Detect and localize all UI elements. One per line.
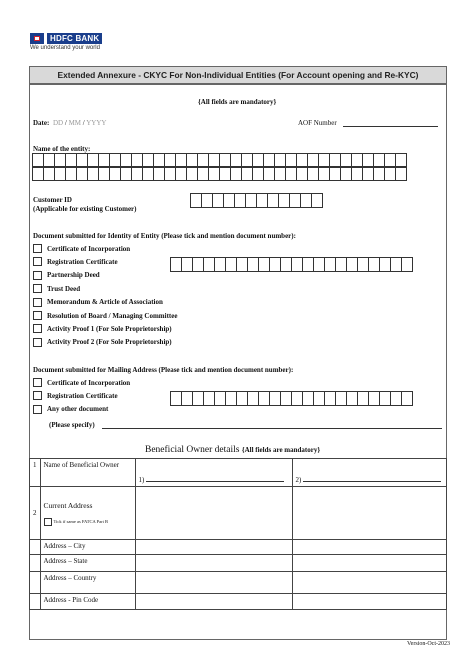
please-specify-label: (Please specify) <box>49 421 95 429</box>
beneficial-owner-table <box>29 458 447 610</box>
mandatory-note: {All fields are mandatory} <box>198 98 277 106</box>
checkbox[interactable] <box>33 338 42 347</box>
identity-option-label: Registration Certificate <box>47 257 118 266</box>
owner-2-marker: 2) <box>295 476 302 484</box>
please-specify-input[interactable] <box>102 427 442 429</box>
identity-option-label: Partnership Deed <box>47 271 100 280</box>
row-number <box>30 540 41 555</box>
row-label: Address – City <box>40 540 135 555</box>
fatca-label: Tick if same as FATCA Part B <box>53 519 109 524</box>
checkbox[interactable] <box>33 284 42 293</box>
row-number <box>30 555 41 572</box>
identity-option-label: Memorandum & Article of Association <box>47 298 163 307</box>
table-row <box>30 594 447 610</box>
owner-1-address-input[interactable] <box>135 487 292 540</box>
mailing-option-label: Registration Certificate <box>47 391 118 400</box>
current-address-cell <box>40 487 135 540</box>
date-field[interactable] <box>53 119 106 127</box>
row-number <box>30 594 41 610</box>
mailing-option[interactable] <box>33 378 130 387</box>
owner-2-country-input[interactable] <box>292 572 447 594</box>
date-sep-1: / <box>64 119 67 127</box>
identity-option-label: Certificate of Incorporation <box>47 244 131 253</box>
owner-2-line <box>303 481 441 482</box>
identity-option[interactable] <box>33 257 118 266</box>
table-row <box>30 459 447 487</box>
identity-option-label: Resolution of Board / Managing Committee <box>47 311 178 320</box>
date-yyyy: YYYY <box>86 119 107 127</box>
row-number <box>30 572 41 594</box>
owner-2-pincode-input[interactable] <box>292 594 447 610</box>
aof-number-input[interactable] <box>343 125 438 127</box>
beneficial-owner-note: {All fields are mandatory} <box>241 446 321 454</box>
identity-option[interactable] <box>33 284 80 293</box>
customer-id-cell[interactable] <box>311 193 323 208</box>
table-row <box>30 487 447 540</box>
identity-doc-number-cell[interactable] <box>401 257 413 272</box>
identity-option[interactable] <box>33 338 172 347</box>
customer-id-label: Customer ID <box>33 196 72 204</box>
checkbox[interactable] <box>33 298 42 307</box>
identity-option[interactable] <box>33 244 130 253</box>
date-dd: DD <box>53 119 64 127</box>
checkbox[interactable] <box>33 391 42 400</box>
identity-option[interactable] <box>33 298 163 307</box>
owner-2-state-input[interactable] <box>292 555 447 572</box>
checkbox[interactable] <box>33 271 42 280</box>
identity-doc-number-input[interactable] <box>171 257 413 272</box>
checkbox[interactable] <box>33 244 42 253</box>
table-row <box>30 572 447 594</box>
version-label: Version-Oct-2023 <box>407 641 450 647</box>
aof-label: AOF Number <box>298 119 337 127</box>
mailing-option-label: Any other document <box>47 405 109 414</box>
mailing-doc-number-cell[interactable] <box>401 391 413 406</box>
checkbox[interactable] <box>33 324 42 333</box>
checkbox[interactable] <box>33 257 42 266</box>
owner-2-address-input[interactable] <box>292 487 447 540</box>
mailing-option[interactable] <box>33 391 118 400</box>
entity-name-label: Name of the entity: <box>33 145 91 153</box>
beneficial-owner-title <box>145 445 320 455</box>
tagline: We understand your world <box>30 45 100 51</box>
owner-1-state-input[interactable] <box>135 555 292 572</box>
owner-1-pincode-input[interactable] <box>135 594 292 610</box>
table-row <box>30 555 447 572</box>
identity-option[interactable] <box>33 324 172 333</box>
owner-1-marker: 1) <box>138 476 145 484</box>
hdfc-logo <box>30 33 102 44</box>
identity-heading: Document submitted for Identity of Entity (Please tick and mention document number): <box>33 232 296 240</box>
owner-1-name-input[interactable] <box>135 459 292 487</box>
fatca-checkbox[interactable] <box>44 518 52 526</box>
row-label: Current Address <box>43 500 93 510</box>
customer-id-note: (Applicable for existing Customer) <box>33 205 137 213</box>
mailing-option-label: Certificate of Incorporation <box>47 378 131 387</box>
mailing-doc-number-input[interactable] <box>171 391 413 406</box>
entity-name-cell[interactable] <box>395 153 407 167</box>
owner-1-city-input[interactable] <box>135 540 292 555</box>
beneficial-owner-title-text: Beneficial Owner details <box>145 445 240 455</box>
owner-1-country-input[interactable] <box>135 572 292 594</box>
table-row <box>30 540 447 555</box>
row-label: Name of Beneficial Owner <box>40 459 135 487</box>
date-mm: MM <box>68 119 82 127</box>
checkbox[interactable] <box>33 378 42 387</box>
row-label: Address - Pin Code <box>40 594 135 610</box>
row-number: 2 <box>30 487 41 540</box>
identity-option-label: Trust Deed <box>47 284 81 293</box>
form-title: Extended Annexure - CKYC For Non-Individual Entities (For Account opening and Re-KYC) <box>29 66 447 84</box>
identity-option-label: Activity Proof 2 (For Sole Proprietorship) <box>47 338 172 347</box>
identity-option-label: Activity Proof 1 (For Sole Proprietorship) <box>47 324 172 333</box>
owner-2-name-input[interactable] <box>292 459 447 487</box>
row-label: Address – State <box>40 555 135 572</box>
fatca-same-option[interactable] <box>44 518 132 526</box>
owner-1-line <box>146 481 284 482</box>
row-number: 1 <box>30 459 41 487</box>
entity-name-row-1[interactable] <box>33 153 407 167</box>
mailing-heading: Document submitted for Mailing Address (Please tick and mention document number): <box>33 366 294 374</box>
identity-option[interactable] <box>33 271 100 280</box>
hdfc-logo-mark-icon <box>30 33 44 44</box>
entity-name-row-2[interactable] <box>33 167 407 181</box>
date-sep-2: / <box>82 119 85 127</box>
row-label: Address – Country <box>40 572 135 594</box>
checkbox[interactable] <box>33 405 42 414</box>
owner-2-city-input[interactable] <box>292 540 447 555</box>
checkbox[interactable] <box>33 311 42 320</box>
mailing-option[interactable] <box>33 405 108 414</box>
date-label: Date: <box>33 119 50 127</box>
customer-id-input[interactable] <box>191 193 323 208</box>
identity-option[interactable] <box>33 311 177 320</box>
bank-name: HDFC BANK <box>47 33 102 44</box>
entity-name-cell[interactable] <box>395 167 407 181</box>
